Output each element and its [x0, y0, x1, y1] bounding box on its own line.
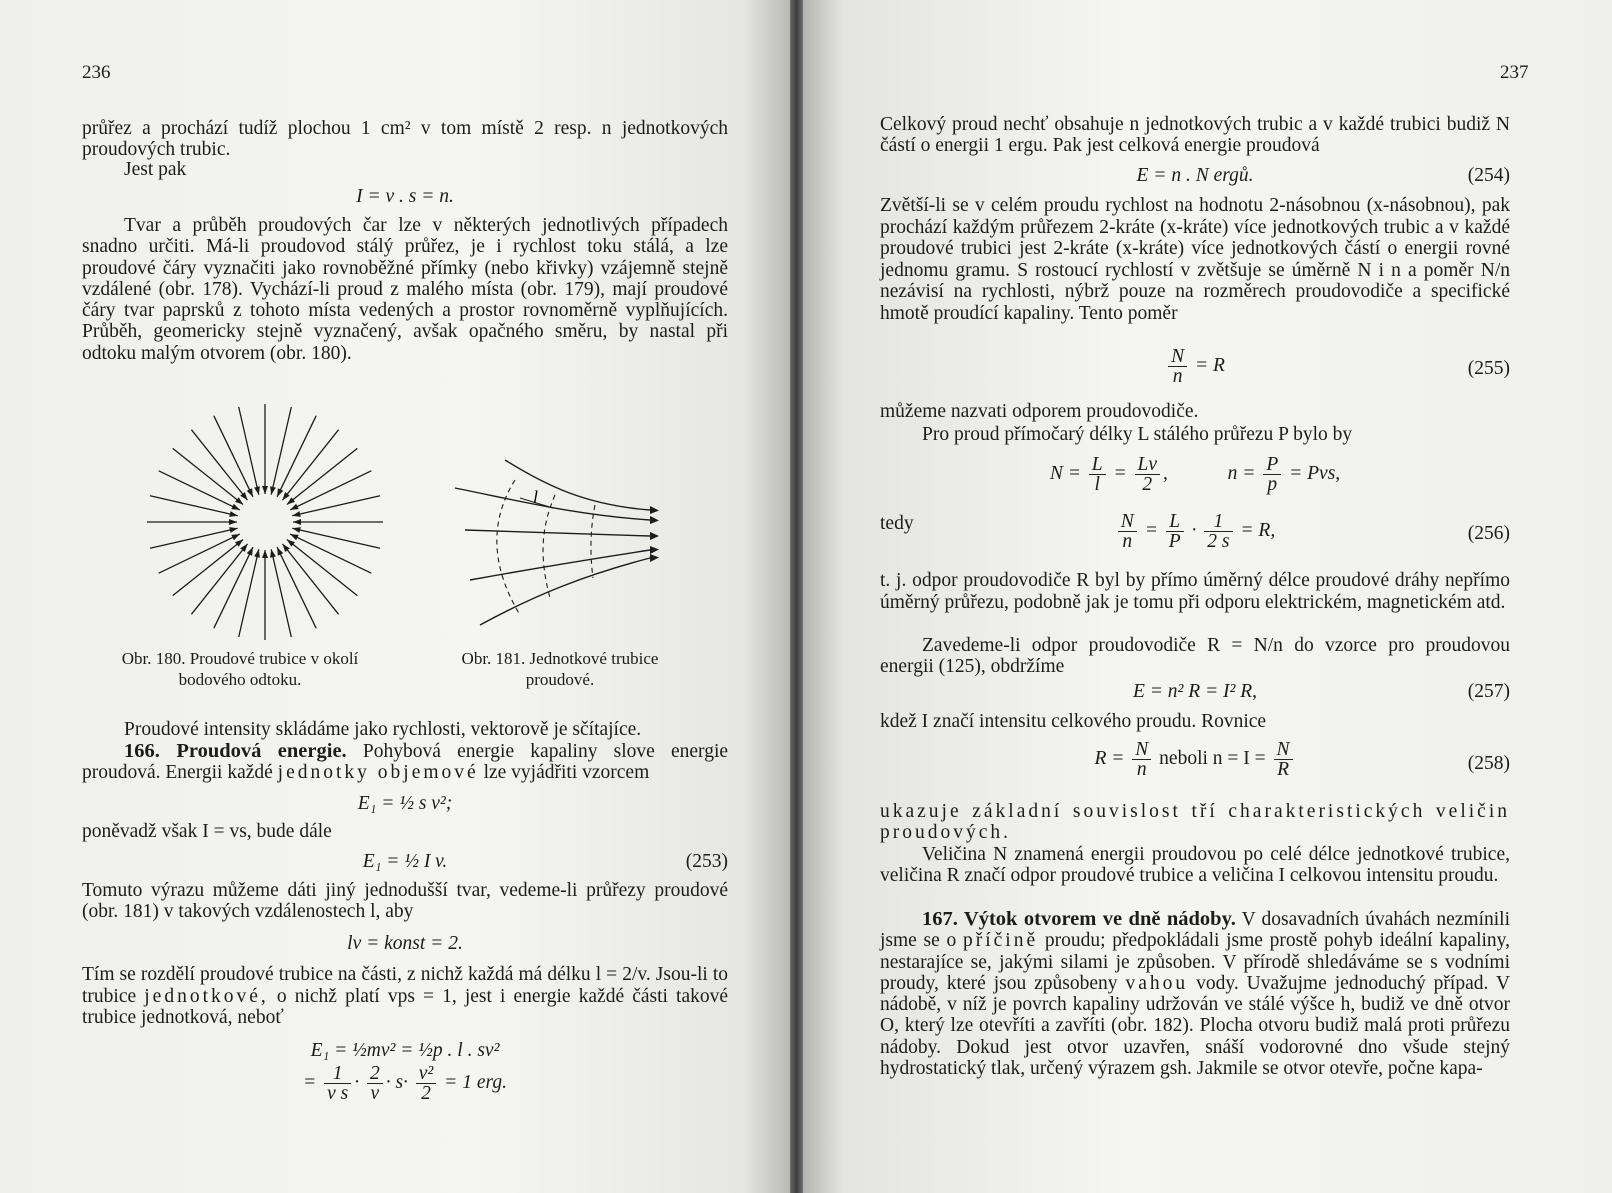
eq-part: =	[1144, 519, 1158, 541]
flow-line	[239, 407, 259, 495]
denominator: v s	[327, 1083, 349, 1104]
streamline	[455, 488, 650, 520]
fraction	[324, 1064, 351, 1103]
spaced-text: jednotky objemové	[277, 761, 479, 783]
paragraph-text: Jest pak	[124, 159, 187, 180]
numerator: P	[1263, 455, 1281, 475]
arrowhead	[229, 519, 237, 525]
numerator: 1	[324, 1064, 351, 1084]
section-heading: 166. Proudová energie.	[124, 740, 347, 762]
eq-part: = R,	[1240, 519, 1276, 541]
numerator: L	[1166, 512, 1184, 532]
paragraph-text: o nichž platí vps = 1, jest i energie každé části takové trubice jednotková, neboť	[82, 985, 729, 1028]
caption-line: bodového odtoku.	[178, 670, 302, 689]
section-167	[880, 909, 1510, 1079]
equation-number: (255)	[1467, 358, 1510, 379]
cross-section	[543, 495, 555, 598]
spaced-text: vahou	[1125, 972, 1189, 994]
flow-line	[283, 544, 339, 614]
paragraph: můžeme nazvati odporem proudovodiče.	[880, 401, 1199, 422]
arrowhead	[277, 547, 283, 556]
equation: E₁ = ½ s v²;	[357, 793, 453, 814]
flow-line	[271, 407, 291, 495]
paragraph: Zvětší-li se v celém proudu rychlost na hodnotu 2-násobnou (x-násobnou), pak prochází každým průřezem 2-kráte (x-kráte) více jednotkových trubic a v každé proudové trubici jest 2-kráte (x-kráte) více jednotkových částí o energii rovné jednomu gramu. S rostoucí rychlostí v zvětšuje se úměrně N i n a poměr N/n nezávisí na rychlosti, nýbrž pouze na rozměrech proudovodiče a specifické hmotě proudící kapaliny. Tento poměr	[880, 195, 1510, 324]
equation-number: (256)	[1467, 523, 1510, 544]
flow-line	[191, 430, 247, 500]
equation-257	[880, 682, 1510, 706]
denominator: p	[1267, 474, 1278, 495]
flow-line	[150, 496, 238, 516]
arrowhead	[290, 504, 299, 510]
arrowhead	[650, 546, 659, 554]
eq-part: s	[395, 1071, 404, 1093]
arrowhead	[293, 519, 301, 525]
equation-number: (258)	[1467, 753, 1510, 774]
paragraph: kdež I značí intensitu celkového proudu. Rovnice	[880, 711, 1267, 732]
spaced-text: jednotkové,	[144, 985, 269, 1007]
paragraph-text: V dosavadních úvahách nezmínili jsme se o	[880, 909, 1510, 952]
flow-line	[287, 448, 357, 504]
paragraph-text: tedy	[880, 513, 914, 534]
flow-line	[191, 544, 247, 614]
flow-line	[159, 534, 240, 573]
numerator: Lv	[1135, 455, 1161, 475]
figure-label-l: l	[533, 487, 539, 507]
eq-part: ·	[1191, 519, 1197, 541]
page-number: 237	[1500, 62, 1529, 83]
fraction	[1118, 512, 1137, 551]
cross-section	[591, 505, 595, 578]
denominator: 2	[1142, 474, 1153, 495]
paragraph: Tomuto výrazu můžeme dáti jiný jednodušší tvar, vedeme-li průřezy proudové (obr. 181) v takových vzdálenostech l, aby	[82, 880, 728, 922]
flow-line	[150, 528, 238, 548]
eq-part: =	[1113, 462, 1127, 484]
arrowhead	[247, 488, 253, 497]
numerator: N	[1274, 740, 1293, 760]
denominator: v	[370, 1083, 380, 1104]
caption-line: Obr. 180. Proudové trubice v okolí	[121, 649, 359, 668]
numerator: N	[1168, 347, 1187, 367]
streamline	[465, 530, 650, 536]
page-number: 236	[82, 62, 111, 83]
flow-line	[287, 540, 357, 596]
denominator: 2 s	[1207, 531, 1230, 552]
flow-line	[239, 549, 259, 637]
arrowhead	[650, 506, 659, 514]
flow-line	[290, 471, 371, 510]
fraction	[1135, 455, 1161, 494]
fraction	[1274, 740, 1293, 779]
denominator: n	[1172, 366, 1183, 387]
spaced-text: příčině	[962, 930, 1039, 952]
arrowhead	[290, 534, 299, 540]
paragraph: Celkový proud nechť obsahuje n jednotkových trubic a v každé trubici budiž N částí o energii 1 ergu. Pak jest celková energie proudová	[880, 114, 1510, 156]
paragraph: t. j. odpor proudovodiče R byl by přímo úměrný délce proudové dráhy nepřímo úměrný průřezu, podobně jak je tomu při odporu elektrickém, magnetickém atd.	[880, 570, 1510, 613]
flow-line	[173, 540, 243, 596]
equation: E₁ = ½ I v.	[362, 851, 448, 872]
numerator: v²	[416, 1064, 437, 1084]
fraction	[1132, 740, 1151, 779]
fraction	[416, 1064, 437, 1103]
figure-180-radial-flow	[140, 400, 390, 645]
flow-line	[292, 528, 380, 548]
eq-part: = Pvs,	[1289, 462, 1341, 484]
figure-180-caption	[100, 648, 380, 690]
fraction	[1166, 512, 1184, 551]
denominator: R	[1277, 759, 1289, 780]
equation-255	[880, 347, 1510, 391]
denominator: P	[1168, 531, 1181, 552]
numerator: L	[1089, 455, 1106, 475]
denominator: n	[1122, 531, 1133, 552]
denominator: n	[1136, 759, 1147, 780]
numerator: 1	[1204, 512, 1232, 532]
fraction	[1263, 455, 1281, 494]
book-gutter	[790, 0, 803, 1193]
fraction	[1089, 455, 1106, 494]
paragraph-text: proudu; předpokládali jsme prostě pohyb ideální kapaliny, nestarajíce se, jakými silami je způsoben. V přírodě shledáváme se s vodními proudy, které jsou způsobeny	[880, 930, 1511, 994]
paragraph-text: vody. Uvažujme jednoduchý případ. V nádobě, v níž je povrch kapaliny udržován ve stálé výšce h, budiž ve dně otvor O, který lze otevříti a zavříti (obr. 182). Plocha otvoru budiž malá proti průřezu nádoby. Dokud jest otvor uzavřen, snáší vodorovné dno všude stejný hydrostatický tlak, určený výrazem gsh. Jakmile se otvor otevře, počne kapa-	[880, 972, 1511, 1080]
paragraph: Proudové intensity skládáme jako rychlosti, vektorově je sčítajíce.	[124, 719, 642, 740]
arrowhead	[231, 534, 240, 540]
equation: = $\frac{1}{\text{v s}}$ · $\frac{2}{v}$ · s· $\frac{\text{v²}}{2}$ = 1 erg.	[303, 1063, 507, 1104]
paragraph: Pro proud přímočarý délky L stálého průřezu P bylo by	[922, 424, 1353, 445]
arrowhead	[650, 532, 659, 540]
flow-line	[292, 496, 380, 516]
arrowhead	[650, 516, 659, 524]
equation: lv = konst = 2.	[347, 933, 463, 954]
equation: I = v . s = n.	[356, 186, 454, 207]
flow-line	[283, 430, 339, 500]
paragraph: Zavedeme-li odpor proudovodiče R = N/n do vzorce pro proudovou energii (125), obdržíme	[880, 635, 1510, 677]
denominator: l	[1094, 474, 1100, 495]
equation-number: (257)	[1467, 681, 1510, 702]
paragraph: ukazuje základní souvislost tří charakteristických veličin proudových.	[880, 801, 1510, 843]
numerator: N	[1118, 512, 1137, 532]
eq-part: neboli n = I =	[1159, 747, 1266, 769]
paragraph: Veličina N znamená energii proudovou po celé délce jednotkové trubice, veličina R značí odpor proudové trubice a veličina I celkovou intensitu proudu.	[880, 844, 1510, 886]
eq-part: N =	[1049, 462, 1081, 484]
figure-181-unit-tubes	[445, 450, 665, 640]
eq-part: ,	[1163, 462, 1168, 484]
paragraph-text: Tím se rozdělí proudové trubice na části, z nichž každá má délku l = 2/v. Jsou-li to trubice	[82, 964, 728, 1007]
arrowhead	[277, 488, 283, 497]
arrowhead	[262, 550, 268, 558]
flow-line	[159, 471, 240, 510]
equation-254	[880, 166, 1510, 190]
eq-part: = R	[1194, 354, 1225, 376]
fraction	[1204, 512, 1232, 551]
fraction	[1168, 347, 1187, 386]
equation-number: (254)	[1467, 165, 1510, 186]
eq-part: R =	[1094, 747, 1125, 769]
equation-258	[880, 740, 1510, 788]
left-page	[0, 0, 790, 1193]
fraction	[367, 1064, 383, 1103]
equation-number: (253)	[685, 851, 728, 872]
flow-line	[173, 448, 243, 504]
figure-181-caption	[430, 648, 690, 690]
flow-line	[214, 416, 253, 497]
equation-resistance	[880, 455, 1510, 501]
paragraph	[82, 119, 728, 181]
paragraph	[82, 964, 728, 1029]
streamline	[480, 558, 650, 625]
equation: E = n . N ergů.	[1136, 165, 1254, 186]
equation-253	[82, 852, 728, 876]
arrowhead	[650, 554, 659, 562]
flow-line	[271, 549, 291, 637]
equation: E = n² R = I² R,	[1132, 681, 1258, 702]
caption-line: proudové.	[525, 670, 595, 689]
eq-part: =	[303, 1071, 317, 1093]
arrowhead	[262, 486, 268, 494]
arrowhead	[231, 504, 240, 510]
flow-line	[277, 416, 316, 497]
flow-line	[214, 547, 253, 628]
section-heading: 167. Výtok otvorem ve dně nádoby.	[922, 908, 1236, 930]
equation-256	[880, 512, 1510, 558]
paragraph-text: Pohybová energie kapaliny slove energie proudová. Energii každé	[82, 741, 729, 783]
section-166	[82, 741, 728, 783]
paragraph: Tvar a průběh proudových čar lze v některých jednotlivých případech snadno určiti. Má-li proudovod stálý průřez, je i rychlost toku stálá, a lze proudové čáry vyznačiti jako rovnoběžné přímky (nebo křivky) vzájemně stejně vzdálené (obr. 178). Vychází-li proud z malého místa (obr. 179), mají proudové čáry tvar paprsků z tohoto místa vedených a prostor rovnoměrně vyplňujících. Průběh, geomericky stejně vyznačený, avšak opačného směru, by nastal při odtoku malým otvorem (obr. 180).	[82, 215, 728, 364]
arrowhead	[247, 547, 253, 556]
equation: E₁ = ½mv² = ½p . l . sv²	[310, 1040, 500, 1061]
paragraph-text: průřez a prochází tudíž plochou 1 cm² v tom místě 2 resp. n jednotkových proudových trubic.	[82, 118, 728, 160]
caption-line: Obr. 181. Jednotkové trubice	[461, 649, 659, 668]
eq-part: = 1 erg.	[444, 1071, 507, 1093]
flow-line	[290, 534, 371, 573]
denominator: 2	[421, 1083, 431, 1104]
eq-part: n =	[1227, 462, 1256, 484]
numerator: N	[1132, 740, 1151, 760]
paragraph-text: lze vyjádřiti vzorcem	[483, 761, 650, 783]
right-page	[803, 0, 1612, 1193]
flow-line	[277, 547, 316, 628]
numerator: 2	[367, 1064, 383, 1084]
paragraph: poněvadž však I = vs, bude dále	[82, 821, 332, 842]
